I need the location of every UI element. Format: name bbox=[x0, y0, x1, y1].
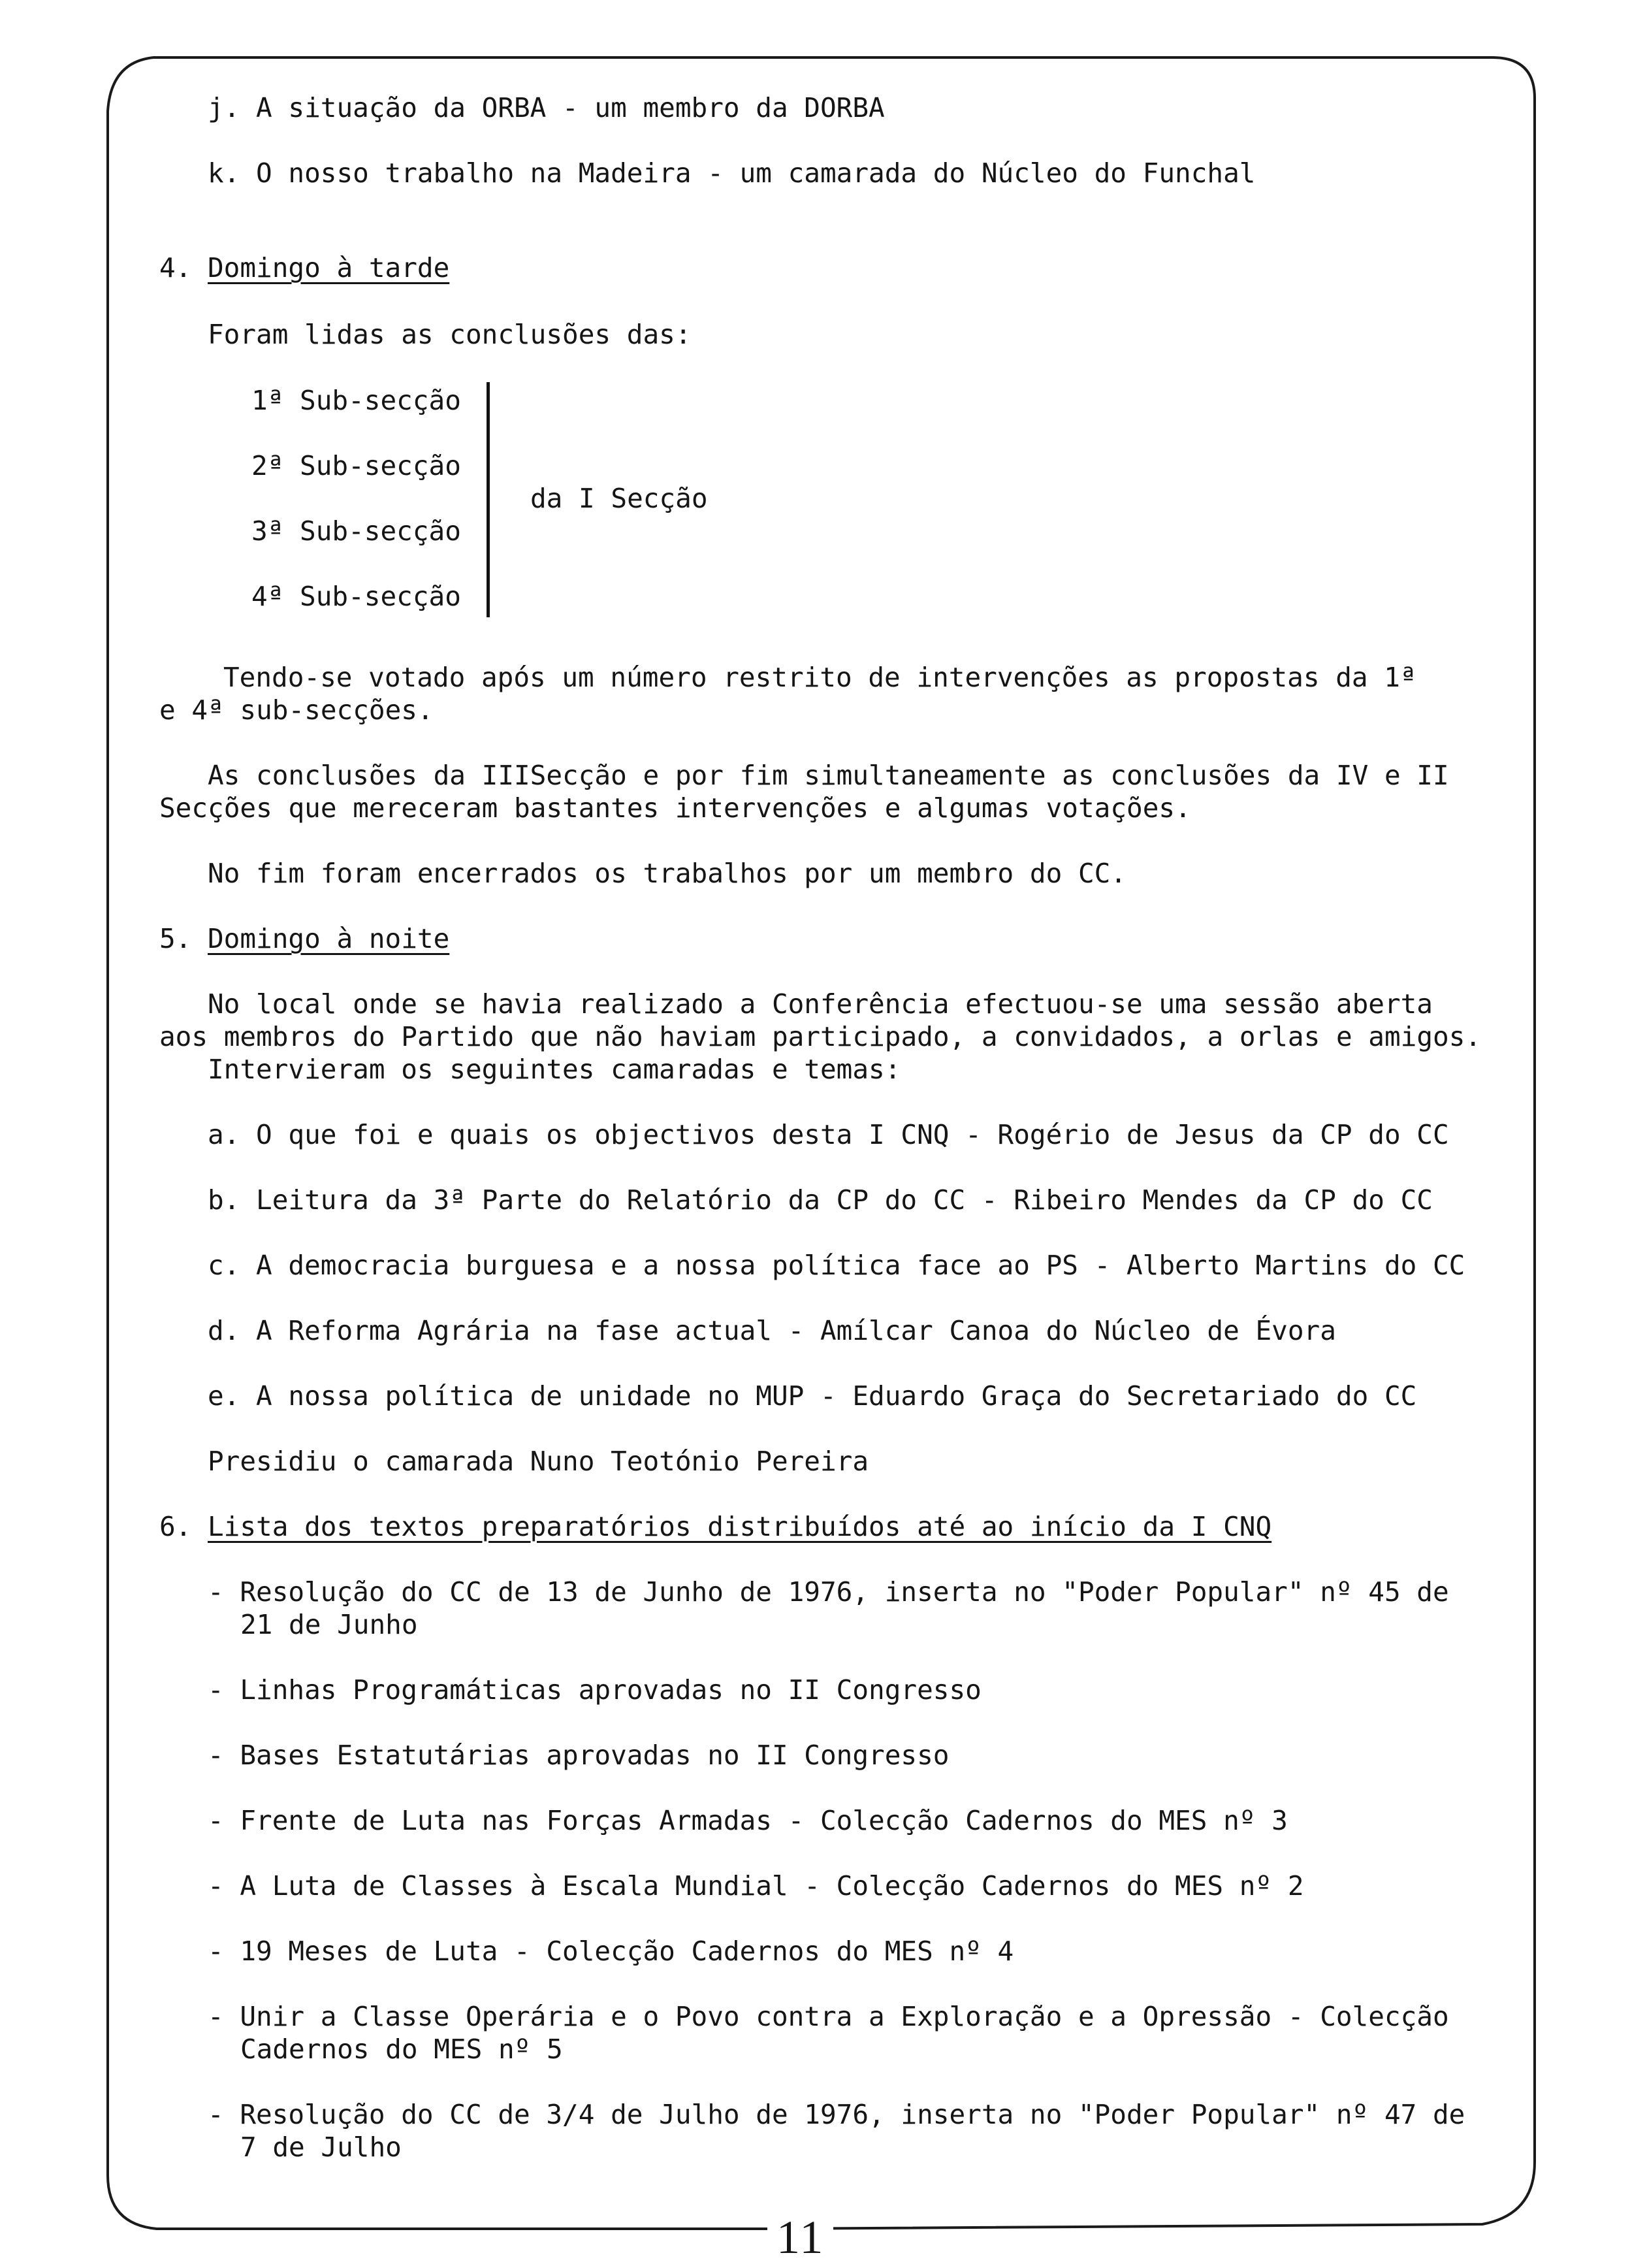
subsection-group-label: da I Secção bbox=[530, 483, 708, 514]
text-item-4: - Frente de Luta nas Forças Armadas - Colecção Cadernos do MES nº 3 bbox=[208, 1805, 1288, 1836]
section-5-presided: Presidiu o camarada Nuno Teotónio Pereira bbox=[208, 1446, 869, 1477]
text-item-8-line1: - Resolução do CC de 3/4 de Julho de 1976, inserta no "Poder Popular" nº 47 de bbox=[208, 2099, 1465, 2130]
subsection-3: 3ª Sub-secção bbox=[251, 515, 461, 547]
line-j: j. A situação da ORBA - um membro da DORBA bbox=[208, 92, 885, 123]
section-4-para2-line1: As conclusões da IIISecção e por fim simultaneamente as conclusões da IV e II bbox=[208, 760, 1449, 791]
text-item-5: - A Luta de Classes à Escala Mundial - Colecção Cadernos do MES nº 2 bbox=[208, 1870, 1304, 1902]
text-item-1-line2: 21 de Junho bbox=[240, 1609, 418, 1640]
section-4-para1-line1: Tendo-se votado após um número restrito de intervenções as propostas da 1ª bbox=[223, 662, 1416, 693]
section-5-para-line1: No local onde se havia realizado a Conferência efectuou-se uma sessão aberta bbox=[208, 988, 1433, 1020]
page-number: 11 bbox=[767, 2211, 833, 2263]
text-item-6: - 19 Meses de Luta - Colecção Cadernos do MES nº 4 bbox=[208, 1936, 1014, 1967]
section-5-para-line2: aos membros do Partido que não haviam participado, a convidados, a orlas e amigos. bbox=[159, 1021, 1482, 1052]
subsection-1: 1ª Sub-secção bbox=[251, 385, 461, 416]
text-item-3: - Bases Estatutárias aprovadas no II Congresso bbox=[208, 1740, 950, 1771]
section-5-item-d: d. A Reforma Agrária na fase actual - Amílcar Canoa do Núcleo de Évora bbox=[208, 1315, 1336, 1346]
text-item-7-line2: Cadernos do MES nº 5 bbox=[240, 2033, 563, 2065]
section-5-item-b: b. Leitura da 3ª Parte do Relatório da CP do CC - Ribeiro Mendes da CP do CC bbox=[208, 1184, 1433, 1216]
line-k: k. O nosso trabalho na Madeira - um camarada do Núcleo do Funchal bbox=[208, 157, 1256, 189]
section-4-heading: Domingo à tarde bbox=[208, 252, 450, 284]
section-5-item-a: a. O que foi e quais os objectivos desta I CNQ - Rogério de Jesus da CP do CC bbox=[208, 1119, 1449, 1150]
text-item-2: - Linhas Programáticas aprovadas no II Congresso bbox=[208, 1674, 982, 1706]
section-5-item-e: e. A nossa política de unidade no MUP - Eduardo Graça do Secretariado do CC bbox=[208, 1380, 1417, 1412]
section-6-heading: Lista dos textos preparatórios distribuídos até ao início da I CNQ bbox=[208, 1511, 1272, 1542]
section-4-intro: Foram lidas as conclusões das: bbox=[208, 319, 692, 350]
section-5-heading: Domingo à noite bbox=[208, 923, 450, 954]
text-item-1-line1: - Resolução do CC de 13 de Junho de 1976, inserta no "Poder Popular" nº 45 de bbox=[208, 1576, 1449, 1608]
section-5-item-c: c. A democracia burguesa e a nossa política face ao PS - Alberto Martins do CC bbox=[208, 1250, 1465, 1281]
section-6-number: 6. bbox=[159, 1511, 192, 1542]
section-5-para-line3: Intervieram os seguintes camaradas e temas: bbox=[208, 1054, 901, 1085]
text-item-8-line2: 7 de Julho bbox=[240, 2131, 402, 2163]
section-4-para2-line2: Secções que mereceram bastantes intervenções e algumas votações. bbox=[159, 792, 1191, 824]
text-item-7-line1: - Unir a Classe Operária e o Povo contra a Exploração e a Opressão - Colecção bbox=[208, 2001, 1449, 2032]
section-4-para1-line2: e 4ª sub-secções. bbox=[159, 694, 434, 726]
subsection-4: 4ª Sub-secção bbox=[251, 581, 461, 612]
section-5-number: 5. bbox=[159, 923, 192, 954]
subsection-bracket bbox=[487, 382, 490, 617]
section-4-para3: No fim foram encerrados os trabalhos por um membro do CC. bbox=[208, 858, 1127, 889]
section-4-number: 4. bbox=[159, 252, 192, 284]
subsection-2: 2ª Sub-secção bbox=[251, 450, 461, 481]
